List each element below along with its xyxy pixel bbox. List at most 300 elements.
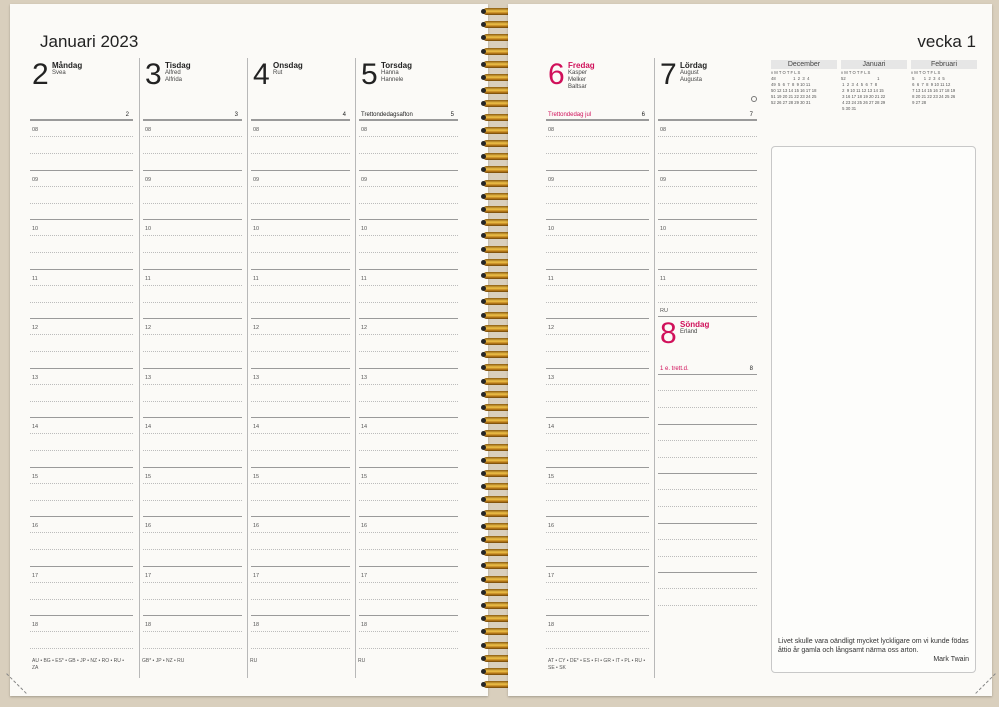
hour-slot[interactable] — [143, 417, 242, 467]
hour-rule — [546, 120, 649, 121]
hour-label: 11 — [145, 275, 151, 282]
hour-rule — [251, 318, 350, 319]
hour-slot[interactable] — [546, 120, 649, 170]
hour-rule — [143, 318, 242, 319]
dotted-line — [658, 153, 757, 154]
hour-slot[interactable] — [546, 269, 649, 319]
punch-hole — [481, 207, 486, 212]
hour-rule — [359, 318, 458, 319]
dotted-line — [546, 648, 649, 649]
hour-rule — [359, 120, 458, 121]
name-day: August — [680, 70, 699, 76]
hour-slot[interactable] — [251, 170, 350, 220]
hour-label: 18 — [548, 622, 555, 628]
mini-cal-row: 49 5 6 7 8 9 10 11 — [771, 82, 811, 87]
hour-label: 09 — [361, 176, 368, 183]
day-number: 2 — [32, 58, 49, 91]
dotted-line — [251, 136, 350, 137]
hour-rule — [251, 516, 350, 517]
dotted-line — [359, 334, 458, 335]
hour-rule — [658, 219, 757, 220]
dotted-line — [658, 489, 757, 490]
hour-rule — [546, 219, 649, 220]
country-holiday-codes: GB* • JP • NZ • RU — [142, 658, 185, 664]
punch-hole — [481, 313, 486, 318]
day-number: 8 — [660, 317, 677, 350]
hour-label: 08 — [145, 127, 152, 133]
dotted-line — [658, 136, 757, 137]
hour-slot[interactable] — [251, 269, 350, 319]
punch-hole — [481, 128, 486, 133]
hour-label: 10 — [361, 226, 368, 232]
dotted-line — [251, 351, 350, 352]
week-title: vecka 1 — [917, 32, 976, 51]
hour-rule — [143, 219, 242, 220]
hour-label: 10 — [32, 226, 39, 232]
dotted-line — [359, 153, 458, 154]
hour-label: 09 — [548, 176, 555, 183]
dotted-line — [658, 203, 757, 204]
hour-rule — [359, 368, 458, 369]
hour-slot[interactable] — [251, 219, 350, 269]
hour-rule — [658, 572, 757, 573]
dotted-line — [143, 433, 242, 434]
dotted-line — [251, 450, 350, 451]
dotted-line — [658, 605, 757, 606]
hour-label: 15 — [253, 473, 260, 480]
dotted-line — [359, 285, 458, 286]
hour-slot[interactable] — [359, 219, 458, 269]
hour-slot[interactable] — [30, 368, 133, 418]
hour-label: 17 — [548, 572, 555, 579]
mini-cal-row: 52 26 27 28 29 30 31 — [771, 100, 811, 105]
punch-hole — [481, 9, 486, 14]
hour-rule — [143, 170, 242, 171]
hour-slot[interactable] — [30, 120, 133, 170]
name-day: Alfred — [165, 70, 181, 76]
punch-hole — [481, 603, 486, 608]
mini-cal-weekdays: v M T O T F L S — [841, 70, 871, 75]
name-day: Hanna — [381, 70, 399, 76]
name-day-list — [52, 70, 66, 77]
hour-slot[interactable] — [143, 219, 242, 269]
sunday-line-block[interactable] — [658, 374, 757, 424]
hour-slot[interactable] — [143, 318, 242, 368]
punch-hole — [481, 643, 486, 648]
right-page — [508, 4, 992, 696]
hour-rule — [30, 120, 133, 121]
sunday-line-block[interactable] — [658, 424, 757, 474]
hour-rule — [546, 368, 649, 369]
day-corner-number: 8 — [749, 366, 753, 372]
punch-hole — [481, 339, 486, 344]
day-header — [359, 58, 458, 120]
hour-rule — [359, 219, 458, 220]
name-day: Baltsar — [568, 84, 587, 90]
dotted-line — [359, 235, 458, 236]
hour-rule — [143, 269, 242, 270]
hour-label: 15 — [145, 473, 152, 480]
dotted-line — [546, 136, 649, 137]
hour-slot[interactable] — [251, 318, 350, 368]
dotted-line — [30, 532, 133, 533]
dotted-line — [359, 136, 458, 137]
hour-slot[interactable] — [30, 417, 133, 467]
mini-cal-row: 1 2 3 4 5 6 7 8 — [841, 82, 878, 87]
hour-label: 10 — [660, 226, 667, 232]
name-day: Rut — [273, 70, 283, 76]
hour-label: 16 — [253, 523, 260, 529]
hour-rule — [251, 467, 350, 468]
dotted-line — [546, 582, 649, 583]
day-number: 6 — [548, 58, 565, 91]
name-day-list — [165, 70, 182, 84]
hour-rule — [359, 566, 458, 567]
hour-label: 12 — [32, 325, 39, 331]
dotted-line — [546, 549, 649, 550]
dotted-line — [658, 506, 757, 507]
punch-hole — [481, 511, 486, 516]
hour-slot[interactable] — [359, 467, 458, 517]
day-column-weekend — [654, 58, 757, 678]
hour-rule — [251, 219, 350, 220]
day-name: Fredag — [568, 61, 595, 70]
hour-slot[interactable] — [251, 417, 350, 467]
hour-label: 14 — [548, 424, 555, 430]
name-day: Hannele — [381, 77, 404, 83]
punch-hole — [481, 75, 486, 80]
dotted-line — [30, 433, 133, 434]
dotted-line — [143, 302, 242, 303]
dotted-line — [30, 334, 133, 335]
hour-slot[interactable] — [359, 417, 458, 467]
dotted-line — [143, 153, 242, 154]
dotted-line — [143, 500, 242, 501]
hour-slot[interactable] — [359, 269, 458, 319]
hour-label: 11 — [32, 275, 38, 282]
hour-slot[interactable] — [251, 467, 350, 517]
name-day: Svea — [52, 70, 66, 76]
dotted-line — [251, 631, 350, 632]
punch-hole — [481, 379, 486, 384]
mini-cal-row: 7 13 14 15 16 17 18 19 — [911, 88, 956, 93]
name-day: Alfrida — [165, 77, 183, 83]
hour-rule — [30, 318, 133, 319]
hour-rule — [30, 219, 133, 220]
dotted-line — [30, 582, 133, 583]
dotted-line — [546, 631, 649, 632]
day-column — [247, 58, 350, 678]
hour-rule — [30, 417, 133, 418]
hour-label: 16 — [32, 523, 39, 529]
hour-rule — [30, 615, 133, 616]
hour-rule — [143, 615, 242, 616]
mini-cal-row: 3 16 17 18 19 20 21 22 — [841, 94, 886, 99]
dotted-line — [359, 401, 458, 402]
hour-label: 13 — [548, 374, 555, 381]
hour-rule — [251, 615, 350, 616]
hour-slot[interactable] — [143, 170, 242, 220]
dotted-line — [658, 440, 757, 441]
punch-hole — [481, 669, 486, 674]
dotted-line — [251, 384, 350, 385]
hour-slot[interactable] — [251, 120, 350, 170]
sunday-line-block[interactable] — [658, 523, 757, 573]
hour-label: 13 — [361, 374, 368, 381]
hour-rule — [30, 516, 133, 517]
hour-rule — [251, 170, 350, 171]
punch-hole — [481, 445, 486, 450]
dotted-line — [30, 599, 133, 600]
punch-hole — [481, 577, 486, 582]
dotted-line — [546, 351, 649, 352]
day-corner-number: 3 — [234, 112, 238, 118]
day-name: Söndag — [680, 320, 710, 329]
hour-rule — [251, 269, 350, 270]
hour-slot[interactable] — [359, 516, 458, 566]
notes-box[interactable] — [771, 146, 976, 673]
mini-cal-row: 8 20 21 22 23 24 25 26 — [911, 94, 956, 99]
dotted-line — [143, 203, 242, 204]
hour-label: 14 — [253, 424, 260, 430]
dotted-line — [546, 483, 649, 484]
hour-slot[interactable] — [546, 368, 649, 418]
hour-slot[interactable] — [546, 566, 649, 616]
dotted-line — [546, 450, 649, 451]
dotted-line — [359, 302, 458, 303]
hour-slot[interactable] — [30, 219, 133, 269]
hour-slot[interactable] — [546, 170, 649, 220]
dotted-line — [546, 153, 649, 154]
hour-slot[interactable] — [546, 516, 649, 566]
dotted-line — [143, 351, 242, 352]
dotted-line — [251, 235, 350, 236]
hour-label: 10 — [253, 226, 260, 232]
hour-slot[interactable] — [546, 417, 649, 467]
hour-slot[interactable] — [359, 566, 458, 616]
dotted-line — [658, 407, 757, 408]
day-corner-number: 4 — [342, 112, 346, 118]
dotted-line — [30, 648, 133, 649]
dotted-line — [546, 401, 649, 402]
dotted-line — [251, 285, 350, 286]
dotted-line — [359, 252, 458, 253]
holiday-label: Trettondedag jul — [548, 112, 592, 118]
dotted-line — [546, 384, 649, 385]
dotted-line — [30, 186, 133, 187]
hour-label: 17 — [253, 572, 260, 579]
dotted-line — [658, 302, 757, 303]
day-name: Tisdag — [165, 61, 191, 70]
hour-slot[interactable] — [658, 120, 757, 170]
mini-cal-weekdays: v M T O T F L S — [911, 70, 941, 75]
hour-rule — [30, 368, 133, 369]
day-name: Lördag — [680, 61, 708, 70]
hour-slot[interactable] — [359, 170, 458, 220]
hour-slot[interactable] — [30, 318, 133, 368]
dotted-line — [143, 648, 242, 649]
hour-slot[interactable] — [359, 120, 458, 170]
hour-label: 18 — [361, 622, 368, 628]
hour-label: 12 — [145, 325, 152, 331]
hour-label: 18 — [253, 622, 260, 628]
day-number: 4 — [253, 58, 270, 91]
hour-rule — [143, 516, 242, 517]
hour-slot[interactable] — [30, 566, 133, 616]
hour-slot[interactable] — [143, 516, 242, 566]
hour-slot[interactable] — [143, 467, 242, 517]
dotted-line — [30, 302, 133, 303]
hour-label: 13 — [253, 374, 260, 381]
day-name: Onsdag — [273, 61, 303, 70]
hour-label: 11 — [253, 275, 259, 282]
mini-cal-month-februari: Februari — [911, 60, 977, 69]
hour-label: 16 — [361, 523, 368, 529]
hour-rule — [658, 523, 757, 524]
hour-rule — [143, 417, 242, 418]
hour-rule — [658, 170, 757, 171]
hour-rule — [251, 417, 350, 418]
country-holiday-codes: RU — [358, 658, 366, 664]
hour-label: 11 — [660, 275, 666, 282]
dotted-line — [251, 252, 350, 253]
hour-label: 13 — [32, 374, 39, 381]
hour-slot[interactable] — [251, 566, 350, 616]
hour-slot[interactable] — [546, 219, 649, 269]
hour-rule — [143, 566, 242, 567]
name-day-list — [680, 70, 702, 84]
hour-slot[interactable] — [143, 566, 242, 616]
hour-label: 11 — [361, 275, 367, 282]
dotted-line — [143, 532, 242, 533]
name-day: Melker — [568, 77, 587, 83]
day-number: 5 — [361, 58, 378, 91]
dotted-line — [658, 390, 757, 391]
hour-slot[interactable] — [143, 269, 242, 319]
month-title: Januari 2023 — [40, 32, 139, 51]
mini-cal-row: 5 30 31 — [841, 106, 857, 111]
punch-hole — [481, 260, 486, 265]
hour-slot[interactable] — [359, 318, 458, 368]
dotted-line — [359, 186, 458, 187]
hour-rule — [359, 516, 458, 517]
dotted-line — [546, 433, 649, 434]
dotted-line — [251, 500, 350, 501]
name-day: Augusta — [680, 77, 703, 83]
hour-slot[interactable] — [658, 219, 757, 269]
hour-slot[interactable] — [546, 467, 649, 517]
hour-rule — [658, 120, 757, 121]
dotted-line — [658, 539, 757, 540]
dotted-line — [546, 285, 649, 286]
day-name: Måndag — [52, 61, 83, 70]
hour-slot[interactable] — [30, 516, 133, 566]
punch-hole — [481, 537, 486, 542]
quote-author: Mark Twain — [933, 656, 969, 663]
mini-cal-row: 50 12 13 14 15 16 17 18 — [771, 88, 817, 93]
hour-rule — [546, 615, 649, 616]
dotted-line — [359, 549, 458, 550]
dotted-line — [251, 302, 350, 303]
hour-label: 18 — [32, 622, 39, 628]
dotted-line — [546, 599, 649, 600]
dotted-line — [251, 433, 350, 434]
mini-cal-februari-grid — [911, 70, 977, 106]
dotted-line — [359, 450, 458, 451]
day-column-friday — [546, 58, 649, 678]
country-holiday-codes: RU — [250, 658, 258, 664]
hour-slot[interactable] — [143, 368, 242, 418]
hour-label: 13 — [145, 374, 152, 381]
hour-slot[interactable] — [251, 516, 350, 566]
sunday-line-block[interactable] — [658, 473, 757, 523]
day-header-sunday — [658, 316, 757, 374]
hour-label: 12 — [361, 325, 368, 331]
dotted-line — [30, 549, 133, 550]
hour-slot[interactable] — [30, 467, 133, 517]
sunday-line-block[interactable] — [658, 572, 757, 622]
hour-rule — [359, 467, 458, 468]
day-column — [355, 58, 458, 678]
dotted-line — [251, 582, 350, 583]
punch-hole — [481, 115, 486, 120]
hour-rule — [546, 516, 649, 517]
hour-slot[interactable] — [658, 269, 757, 319]
country-holiday-codes: AT • CY • DE* • ES • FI • GR • IT • PL • RU • SE • SK — [548, 658, 646, 671]
dotted-line — [359, 384, 458, 385]
hour-label: 09 — [145, 176, 152, 183]
dotted-line — [359, 351, 458, 352]
hour-label: 16 — [145, 523, 152, 529]
hour-slot[interactable] — [30, 170, 133, 220]
dotted-line — [251, 648, 350, 649]
day-header — [143, 58, 242, 120]
hour-rule — [359, 417, 458, 418]
hour-label: 12 — [548, 325, 555, 331]
punch-hole — [481, 326, 486, 331]
dotted-line — [546, 302, 649, 303]
dotted-line — [143, 599, 242, 600]
hour-rule — [251, 566, 350, 567]
hour-label: 08 — [660, 127, 667, 133]
dotted-line — [359, 500, 458, 501]
hour-slot[interactable] — [251, 368, 350, 418]
hour-label: 14 — [145, 424, 152, 430]
hour-label: 10 — [548, 226, 555, 232]
dotted-line — [30, 483, 133, 484]
hour-slot[interactable] — [359, 368, 458, 418]
name-day: Kasper — [568, 70, 588, 76]
dotted-line — [143, 582, 242, 583]
dotted-line — [251, 153, 350, 154]
dotted-line — [658, 457, 757, 458]
hour-slot[interactable] — [658, 170, 757, 220]
name-day-list — [568, 70, 587, 91]
hour-rule — [30, 269, 133, 270]
punch-hole — [481, 471, 486, 476]
hour-label: 08 — [361, 127, 368, 133]
holiday-label: 1 e. trett.d. — [660, 366, 689, 372]
hour-slot[interactable] — [143, 120, 242, 170]
hour-slot[interactable] — [30, 269, 133, 319]
hour-slot[interactable] — [546, 318, 649, 368]
hour-rule — [143, 368, 242, 369]
mini-calendar — [771, 60, 977, 122]
punch-hole — [481, 405, 486, 410]
mini-cal-row: 52 1 — [841, 76, 880, 81]
dotted-line — [546, 186, 649, 187]
dotted-line — [143, 136, 242, 137]
